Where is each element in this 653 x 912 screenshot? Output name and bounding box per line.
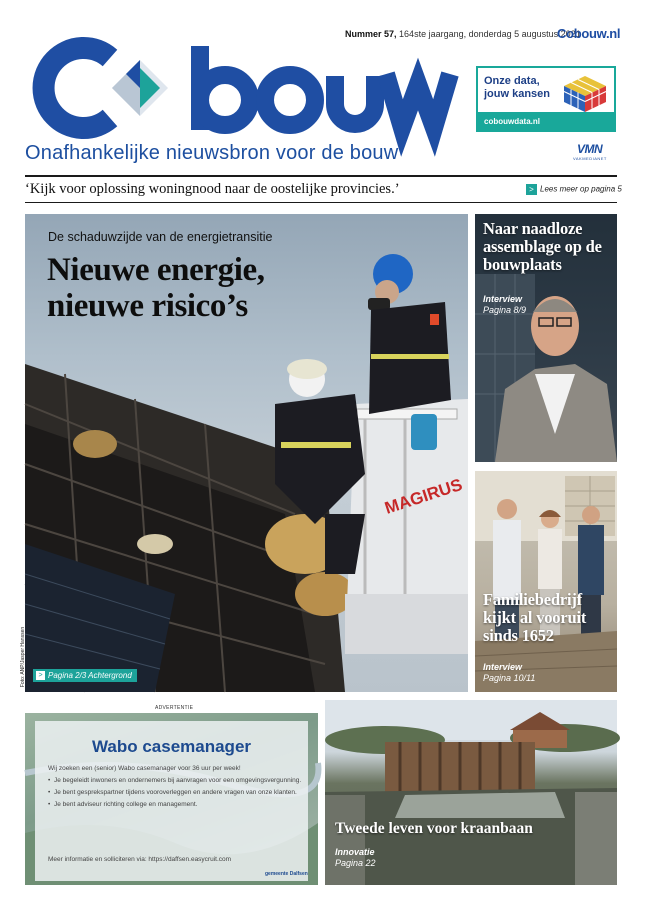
side-story-2-page-ref[interactable]: Pagina 10/11	[483, 673, 536, 683]
side-story-1-category: Interview	[483, 294, 523, 304]
advert-bullet: • Je begeleidt inwoners en ondernemers bij aanvragen voor een omgevingsvergunning.	[48, 777, 310, 785]
data-advert-url[interactable]: cobouwdata.nl	[484, 117, 540, 126]
data-advert[interactable]	[476, 66, 616, 132]
job-advert[interactable]	[25, 713, 318, 885]
advert-panel	[35, 721, 308, 881]
main-story-page-ref[interactable]: > Pagina 2/3 Achtergrond	[33, 669, 137, 682]
data-advert-text: Onze data, jouw kansen	[484, 75, 551, 100]
side-story-2-photo	[475, 471, 617, 692]
side-story-1-headline[interactable]: Naar naadloze assemblage op de bouwplaats	[483, 219, 602, 274]
quote-bar	[25, 175, 622, 203]
publisher-logo: VMN	[577, 142, 603, 156]
side-story-2-category: Interview	[483, 662, 523, 672]
advert-signature: gemeente Dalfsen	[265, 871, 308, 877]
side-story-1-page-ref[interactable]: Pagina 8/9	[483, 305, 527, 315]
main-story-headline[interactable]: Nieuwe energie, nieuwe risico’s	[47, 252, 265, 324]
quote-more-label: Lees meer op pagina 5	[540, 184, 622, 194]
main-story[interactable]	[20, 214, 468, 692]
tagline: Onafhankelijke nieuwsbron voor de bouw	[25, 142, 399, 164]
site-link[interactable]: Cobouw.nl	[557, 26, 621, 41]
advert-apply-link[interactable]: Meer informatie en solliciteren via: https://daffsen.easycruit.com	[48, 856, 232, 863]
photo-credit: Foto: ANP/Jasper Hanssen	[20, 626, 27, 688]
issue-number: Nummer 57,	[345, 29, 397, 39]
truck-lettering: MAGIRUS	[382, 474, 465, 518]
advert-intro: Wij zoeken een (senior) Wabo casemanager voor 36 uur per week!	[48, 765, 241, 772]
quote-read-more[interactable]	[526, 184, 622, 195]
side-story-assemblage[interactable]	[475, 214, 617, 462]
cobouw-logo	[22, 38, 452, 138]
main-story-kicker: De schaduwzijde van de energietransitie	[48, 230, 273, 244]
quote-text: ‘Kijk voor oplossing woningnood naar de oostelijke provincies.’	[25, 181, 400, 197]
bottom-story-kraanbaan[interactable]	[325, 700, 617, 885]
arrow-right-icon: >	[526, 184, 537, 195]
bottom-story-page-ref[interactable]: Pagina 22	[335, 858, 376, 868]
advert-label: ADVERTENTIE	[155, 705, 194, 711]
publisher-sub: VAKMEDIANET	[573, 156, 607, 161]
advert-title: Wabo casemanager	[91, 737, 252, 756]
issue-details: 164ste jaargang, donderdag 5 augustus 2021	[399, 29, 581, 39]
bottom-story-headline[interactable]: Tweede leven voor kraanbaan	[335, 820, 533, 837]
advert-bullets	[48, 777, 310, 813]
bottom-story-category: Innovatie	[335, 847, 375, 857]
rubiks-cube-icon	[562, 74, 608, 114]
advert-bullet: • Je bent gesprekspartner tijdens vooroverleggen en andere vragen van onze klanten.	[48, 789, 310, 797]
advert-bullet: • Je bent adviseur richting college en management.	[48, 801, 310, 809]
arrow-right-icon: >	[36, 671, 45, 680]
side-story-familiebedrijf[interactable]	[475, 471, 617, 692]
side-story-2-headline[interactable]: Familiebedrijf kijkt al vooruit sinds 1652	[483, 590, 587, 645]
